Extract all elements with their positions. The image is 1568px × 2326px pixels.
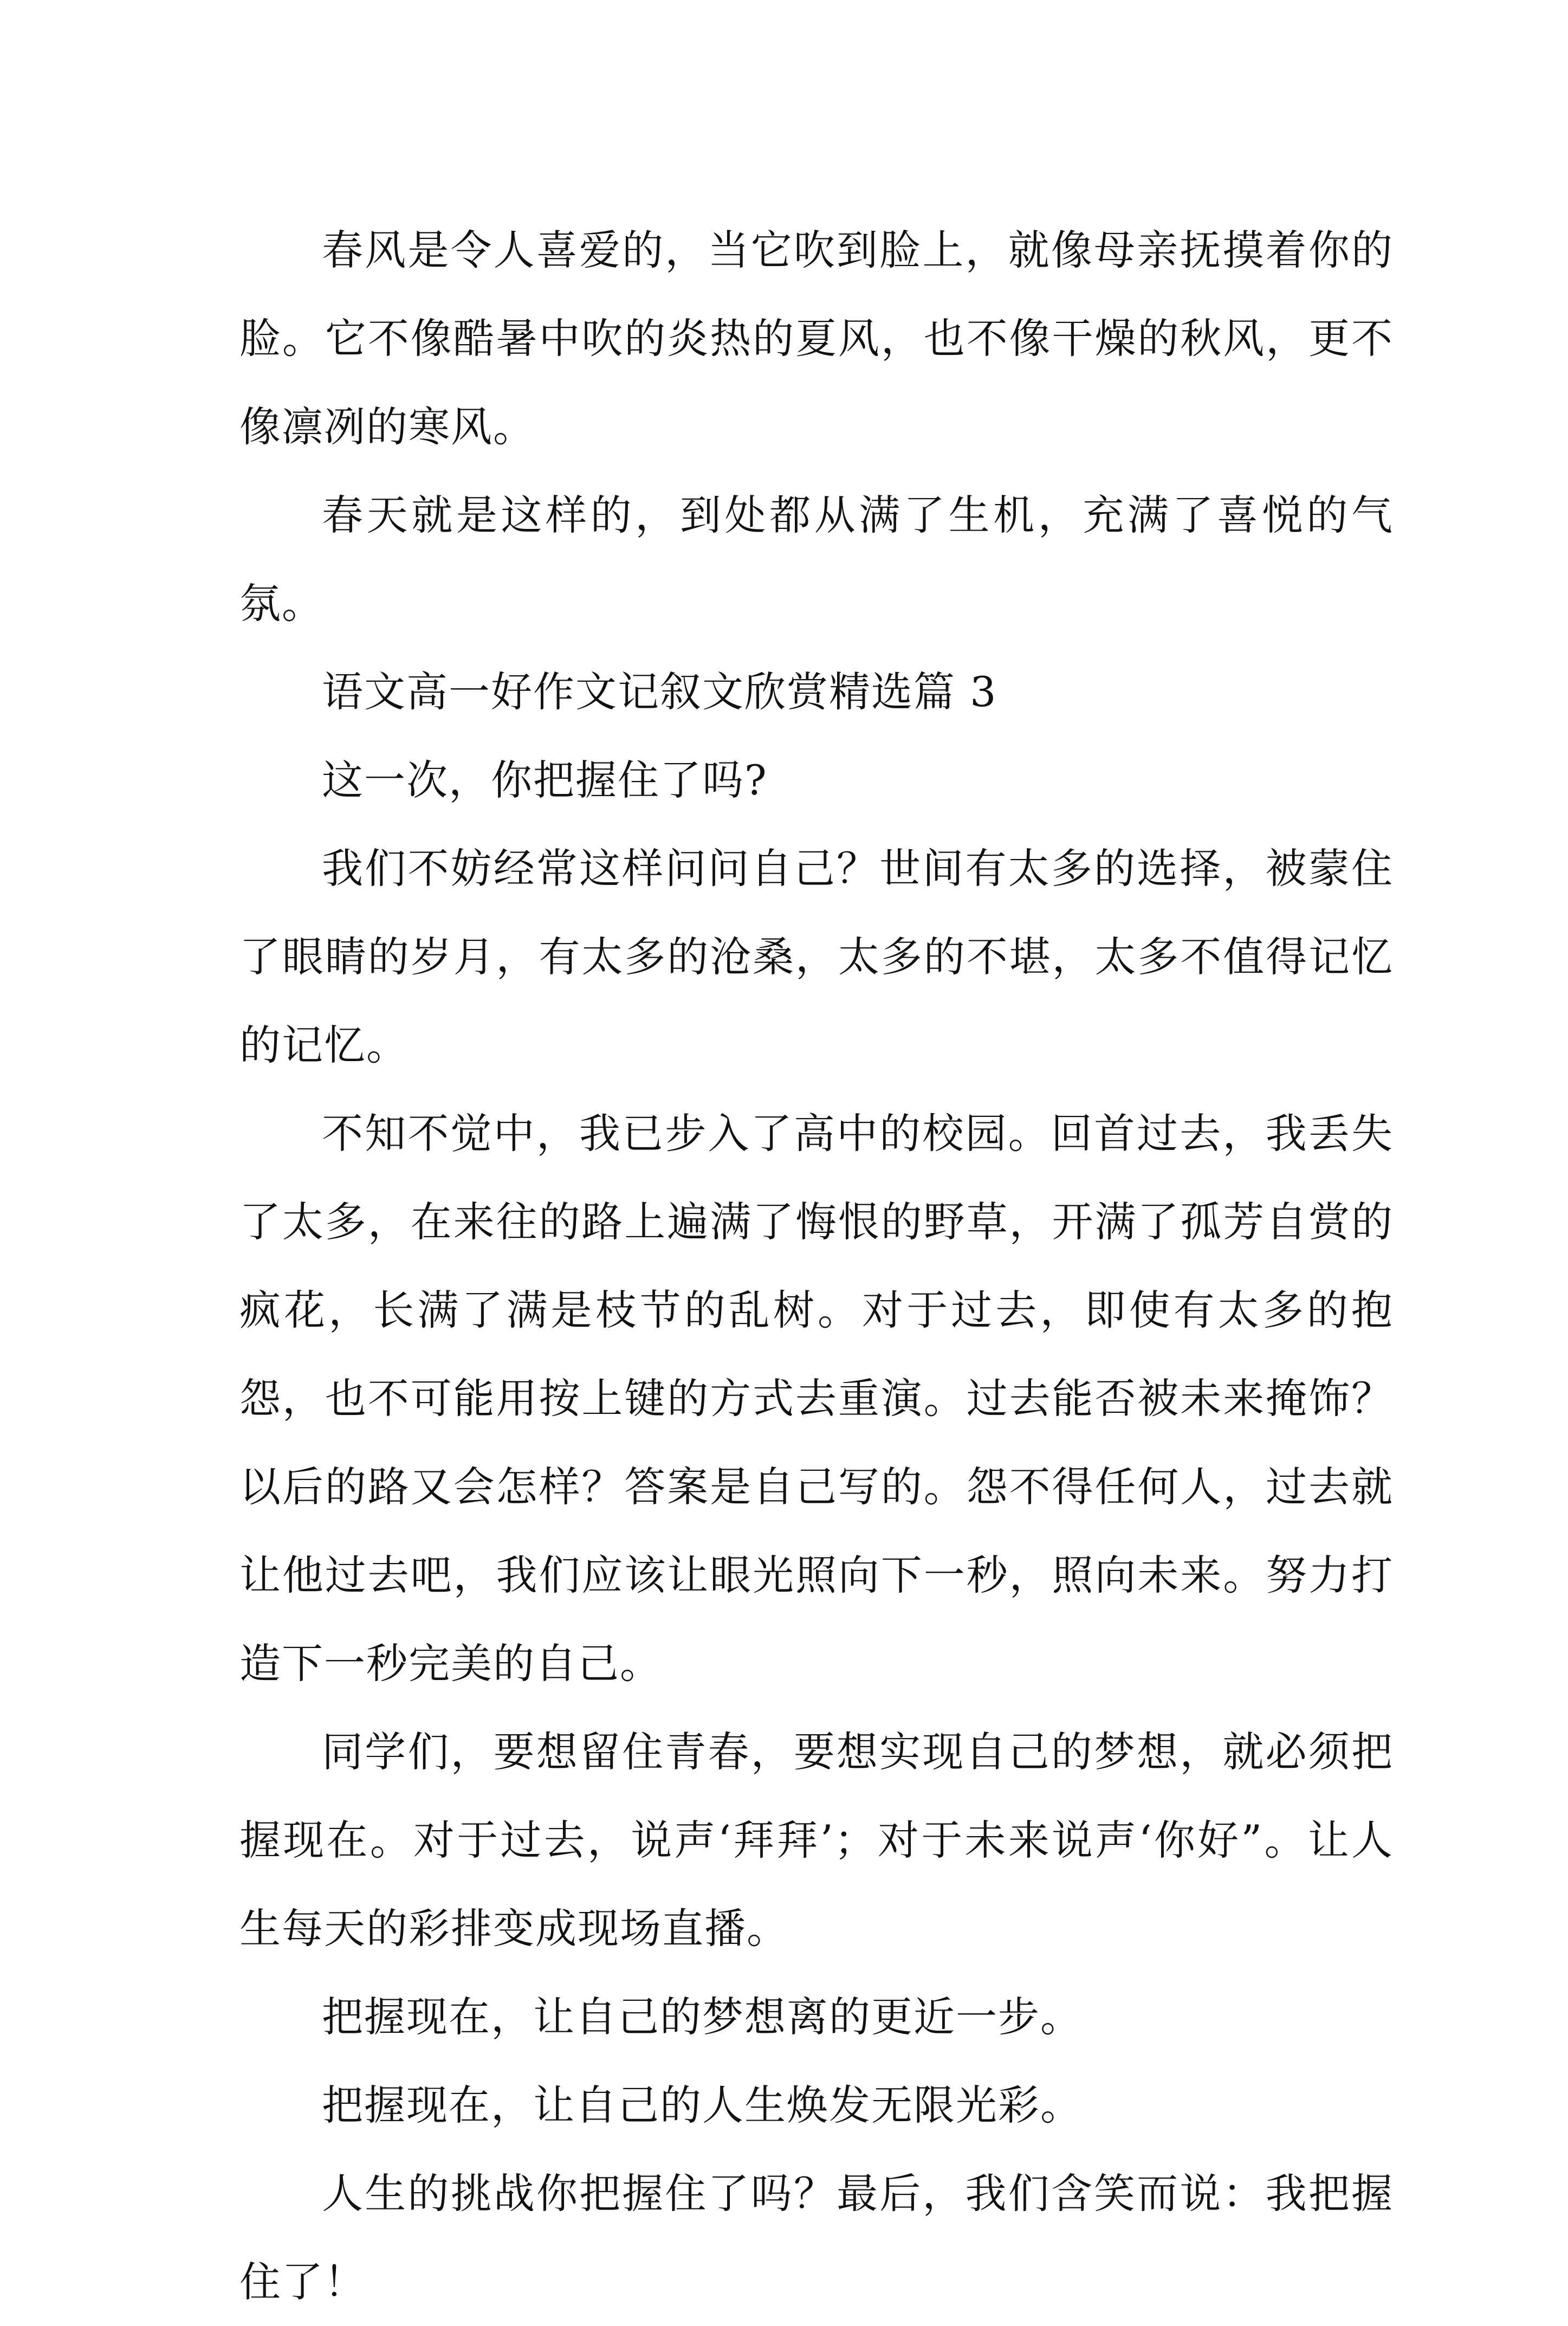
paragraph-conclusion: 人生的挑战你把握住了吗？最后，我们含笑而说：我把握住了！	[239, 2169, 1394, 2306]
paragraph-spring-day: 春天就是这样的，到处都从满了生机，充满了喜悦的气氛。	[239, 491, 1394, 628]
paragraph-ask-yourself: 我们不妨经常这样问问自己？世间有太多的选择，被蒙住了眼睛的岁月，有太多的沧桑，太多的不堪，太多不值得记忆的记忆。	[239, 844, 1394, 1069]
paragraph-classmates: 同学们，要想留住青春，要想实现自己的梦想，就必须把握现在。对于过去，说声‘拜拜’；对于未来说声‘你好”。让人生每天的彩排变成现场直播。	[239, 1728, 1394, 1953]
text-column	[239, 206, 1394, 2326]
paragraph-spring-wind: 春风是令人喜爱的，当它吹到脸上，就像母亲抚摸着你的脸。它不像酷暑中吹的炎热的夏风，也不像干燥的秋风，更不像凛冽的寒风。	[239, 226, 1394, 451]
section-title: 语文高一好作文记叙文欣赏精选篇 3	[322, 668, 997, 716]
paragraph-grasp-life: 把握现在，让自己的人生焕发无限光彩。	[322, 2081, 1083, 2129]
article-title: 这一次，你把握住了吗?	[322, 756, 768, 804]
paragraph-grasp-dream: 把握现在，让自己的梦想离的更近一步。	[322, 1993, 1083, 2041]
paragraph-high-school: 不知不觉中，我已步入了高中的校园。回首过去，我丢失了太多，在来往的路上遍满了悔恨的野草，开满了孤芳自赏的疯花，长满了满是枝节的乱树。对于过去，即使有太多的抱怨，也不可能用按上键的方式去重演。过去能否被未来掩饰？以后的路又会怎样？答案是自己写的。怨不得任何人，过去就让他过去吧，我们应该让眼光照向下一秒，照向未来。努力打造下一秒完美的自己。	[239, 1109, 1394, 1688]
